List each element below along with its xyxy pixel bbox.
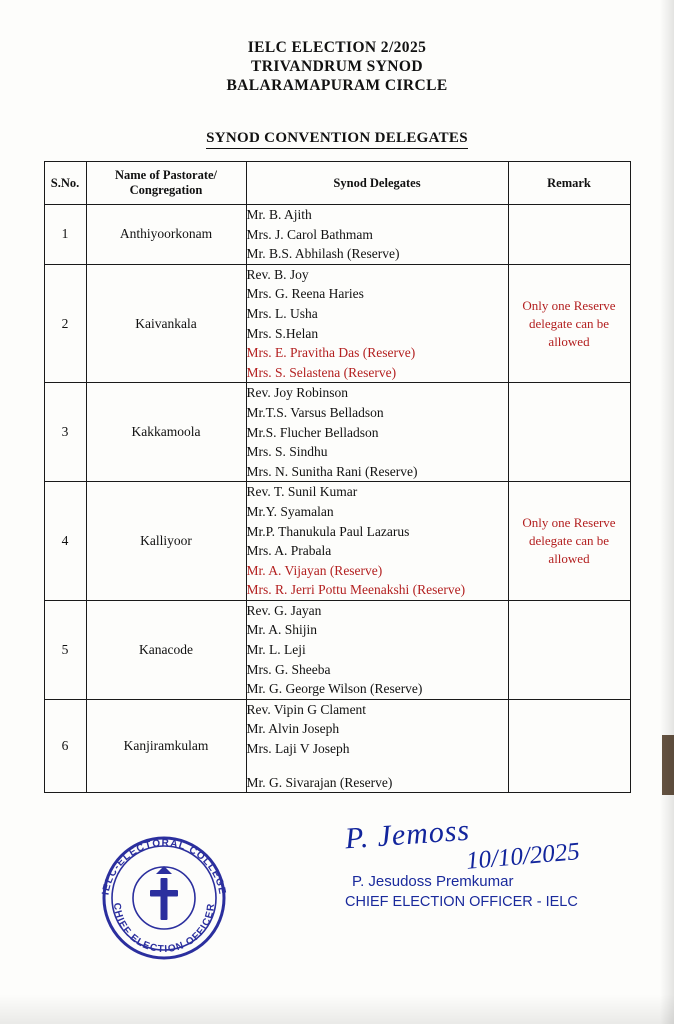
official-seal (88, 822, 240, 974)
document-subtitle: SYNOD CONVENTION DELEGATES (206, 130, 468, 149)
scan-shadow-bottom (0, 994, 674, 1024)
column-header-sno: S.No. (44, 162, 86, 205)
cell-pastorate: Anthiyoorkonam (86, 205, 246, 265)
cell-pastorate: Kakkamoola (86, 383, 246, 482)
delegate-name: Mr. A. Vijayan (Reserve) (246, 562, 383, 578)
delegate-name: Mrs. A. Prabala (246, 543, 332, 559)
cell-sno: 3 (44, 383, 86, 482)
cell-pastorate: Kanacode (86, 600, 246, 699)
cell-sno: 5 (44, 600, 86, 699)
table-row (44, 264, 630, 383)
cell-remark: Only one Reserve delegate can be allowed (508, 482, 630, 601)
handwritten-signature: P. Jemoss (343, 813, 472, 856)
cell-sno: 6 (44, 699, 86, 792)
cell-sno: 2 (44, 264, 86, 383)
delegate-name: Mr.T.S. Varsus Belladson (246, 404, 384, 420)
table-row (44, 482, 630, 601)
document-header (0, 0, 674, 95)
delegate-name: Mrs. E. Pravitha Das (Reserve) (246, 345, 416, 361)
header-line-1: IELC ELECTION 2/2025 (247, 39, 427, 56)
table-head (44, 162, 630, 205)
table-body (44, 205, 630, 793)
column-header-pastorate-line1: Name of Pastorate/ (114, 168, 218, 182)
table-header-row (44, 162, 630, 205)
cell-delegates (246, 264, 508, 383)
signatory-title: CHIEF ELECTION OFFICER - IELC (345, 894, 578, 910)
delegate-name: Mrs. L. Usha (246, 305, 318, 321)
delegate-name: Mrs. G. Sheeba (246, 661, 331, 677)
delegate-name: Mrs. S.Helan (246, 325, 319, 341)
column-header-pastorate-line2: Congregation (129, 183, 203, 197)
header-line-2: TRIVANDRUM SYNOD (251, 58, 423, 75)
delegate-name: Rev. Joy Robinson (246, 385, 349, 401)
table-row (44, 600, 630, 699)
delegate-name: Mr. G. Sivarajan (Reserve) (246, 774, 393, 790)
cell-delegates (246, 600, 508, 699)
delegate-name: Mrs. R. Jerri Pottu Meenakshi (Reserve) (246, 582, 466, 598)
cell-remark (508, 383, 630, 482)
column-header-pastorate (86, 162, 246, 205)
delegate-name: Mr. G. George Wilson (Reserve) (246, 681, 423, 697)
delegate-name: Mr. Alvin Joseph (246, 721, 340, 737)
delegate-name: Mrs. Laji V Joseph (246, 741, 350, 757)
delegate-name: Mr. B. Ajith (246, 207, 312, 222)
cell-pastorate: Kanjiramkulam (86, 699, 246, 792)
delegate-name: Mr. B.S. Abhilash (Reserve) (246, 246, 400, 262)
svg-text:CHIEF ELECTION OFFICER: CHIEF ELECTION OFFICER (110, 902, 218, 956)
delegate-name: Rev. T. Sunil Kumar (246, 484, 358, 500)
cell-delegates (246, 699, 508, 792)
table-row (44, 383, 630, 482)
handwritten-date: 10/10/2025 (464, 838, 581, 875)
delegate-name: Rev. B. Joy (246, 266, 309, 282)
delegate-name: Mrs. N. Sunitha Rani (Reserve) (246, 463, 418, 479)
scan-shadow-right (660, 0, 674, 1024)
delegate-name: Mr.S. Flucher Belladson (246, 424, 379, 440)
cell-remark: Only one Reserve delegate can be allowed (508, 264, 630, 383)
delegate-name: Mr. A. Shijin (246, 622, 318, 638)
delegate-name: Mr. L. Leji (246, 642, 306, 658)
delegate-name: Mr.P. Thanukula Paul Lazarus (246, 523, 410, 539)
cell-remark (508, 699, 630, 792)
delegate-name: Mrs. S. Selastena (Reserve) (246, 364, 397, 380)
cell-delegates (246, 383, 508, 482)
cell-delegates (246, 482, 508, 601)
column-header-remark: Remark (508, 162, 630, 205)
svg-text:IELC-ELECTORAL COLLEGE: IELC-ELECTORAL COLLEGE (100, 837, 228, 896)
document-footer (0, 800, 674, 1024)
table-row (44, 205, 630, 265)
delegate-name: Rev. Vipin G Clament (246, 701, 367, 717)
column-header-delegates: Synod Delegates (246, 162, 508, 205)
delegate-name: Mrs. G. Reena Haries (246, 286, 364, 302)
subtitle-wrap (0, 112, 674, 149)
cell-pastorate: Kaivankala (86, 264, 246, 383)
delegate-name: Mr.Y. Syamalan (246, 503, 334, 519)
cell-remark (508, 205, 630, 265)
cell-pastorate: Kalliyoor (86, 482, 246, 601)
delegate-name: Mrs. J. Carol Bathmam (246, 226, 373, 242)
delegates-table (44, 161, 631, 793)
cell-delegates (246, 205, 508, 265)
table-row (44, 699, 630, 792)
cell-remark (508, 600, 630, 699)
cell-sno: 1 (44, 205, 86, 265)
cell-sno: 4 (44, 482, 86, 601)
delegate-name: Mrs. S. Sindhu (246, 444, 328, 460)
signatory-name: P. Jesudoss Premkumar (352, 873, 514, 890)
delegate-name: Rev. G. Jayan (246, 602, 322, 618)
header-line-3: BALARAMAPURAM CIRCLE (226, 77, 448, 94)
